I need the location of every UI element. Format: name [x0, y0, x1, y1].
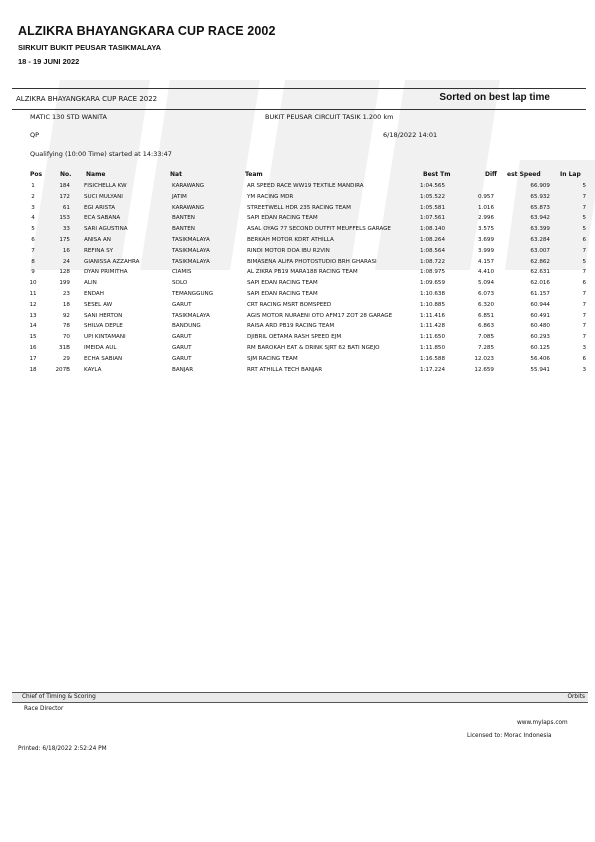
cell-no: 172: [59, 193, 70, 200]
table-row: [24, 334, 594, 345]
cell-pos: 2: [31, 193, 35, 200]
cell-best: 1:11.428: [420, 323, 446, 330]
cell-name: UPI KINTAMANI: [84, 334, 126, 341]
event-name: ALZIKRA BHAYANGKARA CUP RACE 2022: [16, 95, 158, 103]
cell-nat: BANTEN: [172, 226, 195, 233]
cell-pos: 6: [31, 237, 35, 243]
cell-nat: TASIKMALAYA: [172, 258, 210, 265]
cell-nat: GARUT: [172, 334, 192, 341]
header-speed: est Speed: [507, 171, 541, 178]
cell-best: 1:08.975: [420, 269, 446, 276]
cell-lap: 5: [582, 215, 586, 222]
cell-name: SESEL AW: [84, 301, 113, 308]
cell-lap: 7: [582, 193, 586, 200]
cell-no: 184: [59, 183, 70, 189]
cell-no: 24: [62, 258, 70, 265]
cell-diff: 6.851: [477, 312, 494, 319]
cell-speed: 63.007: [530, 247, 550, 254]
cell-no: 199: [59, 280, 70, 287]
cell-nat: TASIKMALAYA: [172, 312, 210, 319]
event-bar: [12, 88, 586, 110]
table-row: [24, 215, 594, 226]
table-row: [24, 323, 594, 334]
table-row: [24, 194, 594, 205]
cell-speed: 60.125: [530, 345, 550, 351]
cell-team: AR SPEED RACE WW19 TEXTILE MANDIRA: [247, 183, 364, 189]
cell-lap: 6: [582, 280, 586, 287]
cell-speed: 63.399: [530, 226, 550, 233]
cell-nat: BANDUNG: [172, 323, 201, 330]
cell-pos: 11: [29, 291, 37, 297]
cell-lap: 5: [582, 258, 586, 265]
cell-speed: 61.157: [530, 291, 550, 297]
cell-diff: 12.023: [474, 355, 494, 362]
cell-diff: 6.320: [477, 301, 494, 308]
cell-no: 207B: [55, 366, 70, 373]
cell-name: KAYLA: [84, 366, 102, 373]
cell-lap: 7: [582, 269, 586, 276]
cell-name: ECA SABANA: [84, 215, 121, 222]
session-datetime: 6/18/2022 14:01: [383, 131, 438, 139]
cell-lap: 7: [582, 204, 586, 211]
table-row: [24, 237, 594, 248]
cell-speed: 62.862: [530, 258, 550, 265]
cell-speed: 65.932: [530, 193, 550, 200]
cell-best: 1:08.264: [420, 237, 446, 243]
header-pos: Pos: [30, 171, 43, 178]
cell-best: 1:09.659: [420, 280, 446, 287]
cell-speed: 63.942: [530, 215, 550, 222]
table-row: [24, 248, 594, 259]
cell-speed: 62.016: [530, 280, 550, 287]
table-row: [24, 291, 594, 302]
header-name: Name: [86, 171, 106, 178]
cell-diff: 3.699: [477, 237, 494, 243]
cell-pos: 18: [29, 366, 37, 373]
cell-pos: 17: [29, 355, 37, 362]
cell-nat: TASIKMALAYA: [172, 237, 210, 243]
cell-nat: GARUT: [172, 355, 192, 362]
cell-name: GIANISSA AZZAHRA: [84, 258, 140, 265]
cell-lap: 7: [582, 334, 586, 341]
cell-diff: 3.575: [477, 226, 494, 233]
cell-team: DJIBRIL OETAMA RASH SPEED EJM: [247, 334, 342, 341]
cell-no: 18: [62, 301, 70, 308]
table-row: [24, 205, 594, 216]
cell-team: SJM RACING TEAM: [247, 355, 298, 362]
cell-no: 153: [59, 215, 70, 222]
cell-no: 78: [62, 323, 70, 330]
circuit-info: BUKIT PEUSAR CIRCUIT TASIK 1.200 km: [265, 113, 394, 121]
footer-bar: [12, 692, 588, 703]
cell-nat: KARAWANG: [172, 183, 205, 189]
cell-speed: 63.284: [530, 237, 550, 243]
cell-speed: 60.944: [530, 301, 550, 308]
cell-team: RINDI MOTOR DOA IBU R2VIN: [247, 247, 330, 254]
website-label: www.mylaps.com: [517, 720, 568, 726]
header-lap: In Lap: [560, 171, 581, 178]
cell-best: 1:08.140: [420, 226, 446, 233]
cell-pos: 10: [29, 280, 37, 287]
cell-best: 1:08.564: [420, 247, 446, 254]
cell-speed: 65.873: [530, 204, 550, 211]
cell-lap: 3: [582, 366, 586, 373]
cell-no: 92: [62, 312, 70, 319]
cell-no: 128: [59, 269, 70, 276]
header-best: Best Tm: [423, 171, 451, 178]
cell-diff: 1.016: [477, 204, 494, 211]
cell-best: 1:05.581: [420, 204, 446, 211]
cell-speed: 55.941: [530, 366, 550, 373]
cell-name: REFINA SY: [84, 247, 114, 254]
cell-name: SARI AGUSTINA: [84, 226, 128, 233]
cell-diff: 0.957: [477, 193, 494, 200]
table-row: [24, 367, 594, 378]
cell-name: DYAN PRIMITHA: [84, 269, 128, 276]
cell-team: SAPI EDAN RACING TEAM: [247, 280, 318, 287]
cell-team: AGIS MOTOR NURAENI OTO AFM17 ZOT 28 GARAGE: [247, 312, 393, 319]
cell-name: SHILVA DEPLE: [84, 323, 123, 330]
cell-name: SANI HERTON: [84, 312, 123, 319]
sort-label: Sorted on best lap time: [439, 92, 550, 103]
cell-pos: 1: [31, 183, 35, 189]
header-diff: Diff: [485, 171, 497, 178]
cell-diff: 4.157: [477, 258, 494, 265]
table-row: [24, 269, 594, 280]
circuit-name: SIRKUIT BUKIT PEUSAR TASIKMALAYA: [18, 43, 162, 52]
cell-speed: 60.491: [530, 312, 550, 319]
cell-lap: 5: [582, 183, 586, 189]
cell-team: RRT ATHILLA TECH BANJAR: [247, 366, 323, 373]
cell-name: ECHA SABIAN: [84, 355, 123, 362]
cell-best: 1:08.722: [420, 258, 446, 265]
cell-diff: 2.996: [477, 215, 494, 222]
cell-name: SUCI MULYANI: [84, 193, 123, 200]
cell-best: 1:11.850: [420, 345, 446, 351]
cell-pos: 3: [31, 204, 35, 211]
cell-no: 33: [62, 226, 70, 233]
table-row: [24, 183, 594, 194]
cell-nat: GARUT: [172, 345, 192, 351]
cell-lap: 3: [582, 345, 586, 351]
cell-no: 29: [62, 355, 70, 362]
cell-diff: 12.659: [474, 366, 494, 373]
cell-team: ASAL OYAG 77 SECOND OUTFIT MEUFFELS GARAGE: [247, 226, 391, 233]
cell-best: 1:04.565: [420, 183, 446, 189]
table-row: [24, 313, 594, 324]
cell-name: ENDAH: [84, 291, 104, 297]
cell-pos: 4: [31, 215, 35, 222]
cell-pos: 12: [29, 301, 37, 308]
cell-nat: SOLO: [172, 280, 188, 287]
cell-team: STREETWELL HDR 235 RACING TEAM: [247, 204, 351, 211]
cell-lap: 6: [582, 237, 586, 243]
cell-best: 1:10.885: [420, 301, 446, 308]
cell-diff: 7.285: [477, 345, 494, 351]
cell-lap: 7: [582, 291, 586, 297]
cell-name: ANISA AN: [84, 237, 111, 243]
cell-diff: 4.410: [477, 269, 494, 276]
cell-diff: 3.999: [477, 247, 494, 254]
cell-best: 1:05.522: [420, 193, 446, 200]
cell-lap: 7: [582, 301, 586, 308]
cell-nat: TASIKMALAYA: [172, 247, 210, 254]
table-row: [24, 226, 594, 237]
class-name: MATIC 130 STD WANITA: [30, 113, 107, 121]
table-row: [24, 280, 594, 291]
header-team: Team: [245, 171, 263, 178]
cell-lap: 7: [582, 323, 586, 330]
cell-pos: 14: [29, 323, 37, 330]
orbits-label: Orbits: [567, 694, 585, 700]
cell-best: 1:11.650: [420, 334, 446, 341]
printed-label: Printed: 6/18/2022 2:52:24 PM: [18, 746, 107, 752]
cell-name: ALIN: [84, 280, 97, 287]
cell-team: AL ZIKRA PB19 MARA188 RACING TEAM: [247, 269, 358, 276]
cell-nat: GARUT: [172, 301, 192, 308]
cell-no: 70: [62, 334, 70, 341]
cell-pos: 8: [31, 258, 35, 265]
header-no: No.: [60, 171, 72, 178]
cell-team: YM RACING MDR: [247, 193, 294, 200]
table-row: [24, 302, 594, 313]
race-director-label: Race Director: [24, 706, 64, 712]
cell-no: 61: [62, 204, 70, 211]
cell-speed: 56.406: [530, 355, 550, 362]
cell-no: 16: [62, 247, 70, 254]
cell-team: SAPI EDAN RACING TEAM: [247, 291, 318, 297]
table-row: [24, 345, 594, 356]
cell-pos: 5: [31, 226, 35, 233]
cell-best: 1:17.224: [420, 366, 446, 373]
table-row: [24, 356, 594, 367]
cell-nat: CIAMIS: [172, 269, 192, 276]
table-row: [24, 259, 594, 270]
cell-no: 23: [62, 291, 70, 297]
cell-best: 1:11.416: [420, 312, 446, 319]
cell-diff: 6.073: [477, 291, 494, 297]
cell-nat: TEMANGGUNG: [172, 291, 214, 297]
cell-team: RAISA ARD PB19 RACING TEAM: [247, 323, 335, 330]
cell-pos: 16: [29, 345, 37, 351]
cell-lap: 5: [582, 226, 586, 233]
cell-name: EGI ARISTA: [84, 204, 116, 211]
cell-speed: 62.631: [530, 269, 550, 276]
session-code: QP: [30, 131, 40, 139]
header-nat: Nat: [170, 171, 182, 178]
cell-team: SAPI EDAN RACING TEAM: [247, 215, 318, 222]
cell-nat: BANJAR: [172, 366, 194, 373]
cell-pos: 13: [29, 312, 37, 319]
cell-diff: 6.863: [477, 323, 494, 330]
cell-best: 1:07.561: [420, 215, 446, 222]
report-title: ALZIKRA BHAYANGKARA CUP RACE 2002: [18, 24, 276, 38]
cell-team: BIMASENA ALIFA PHOTOSTUDIO BRH GHARASI: [247, 258, 377, 265]
cell-speed: 66.909: [530, 183, 550, 189]
cell-name: FISICHELLA KW: [84, 183, 127, 189]
cell-nat: BANTEN: [172, 215, 195, 222]
event-dates: 18 - 19 JUNI 2022: [18, 57, 80, 66]
cell-team: BERKAH MOTOR KDRT ATHILLA: [247, 237, 334, 243]
cell-nat: JATIM: [172, 193, 187, 200]
chief-timing-label: Chief of Timing & Scoring: [22, 694, 96, 700]
cell-speed: 60.480: [530, 323, 550, 330]
qualifying-info: Qualifying (10:00 Time) started at 14:33:47: [30, 150, 172, 158]
cell-lap: 7: [582, 312, 586, 319]
cell-pos: 7: [31, 247, 35, 254]
cell-best: 1:10.638: [420, 291, 446, 297]
cell-no: 175: [59, 237, 70, 243]
cell-name: IMEIDA AUL: [84, 345, 117, 351]
cell-no: 31B: [59, 345, 70, 351]
cell-pos: 15: [29, 334, 37, 341]
cell-lap: 7: [582, 247, 586, 254]
cell-lap: 6: [582, 355, 586, 362]
cell-team: CRT RACING MSRT BOMSPEED: [247, 301, 332, 308]
license-label: Licensed to: Morac Indonesia: [467, 733, 552, 739]
cell-nat: KARAWANG: [172, 204, 205, 211]
cell-team: RM BAROKAH EAT & DRINK SJRT 62 BATI NGEJO: [247, 345, 380, 351]
cell-diff: 5.094: [477, 280, 494, 287]
cell-diff: 7.085: [477, 334, 494, 341]
cell-best: 1:16.588: [420, 355, 446, 362]
cell-speed: 60.293: [530, 334, 550, 341]
cell-pos: 9: [31, 269, 35, 276]
